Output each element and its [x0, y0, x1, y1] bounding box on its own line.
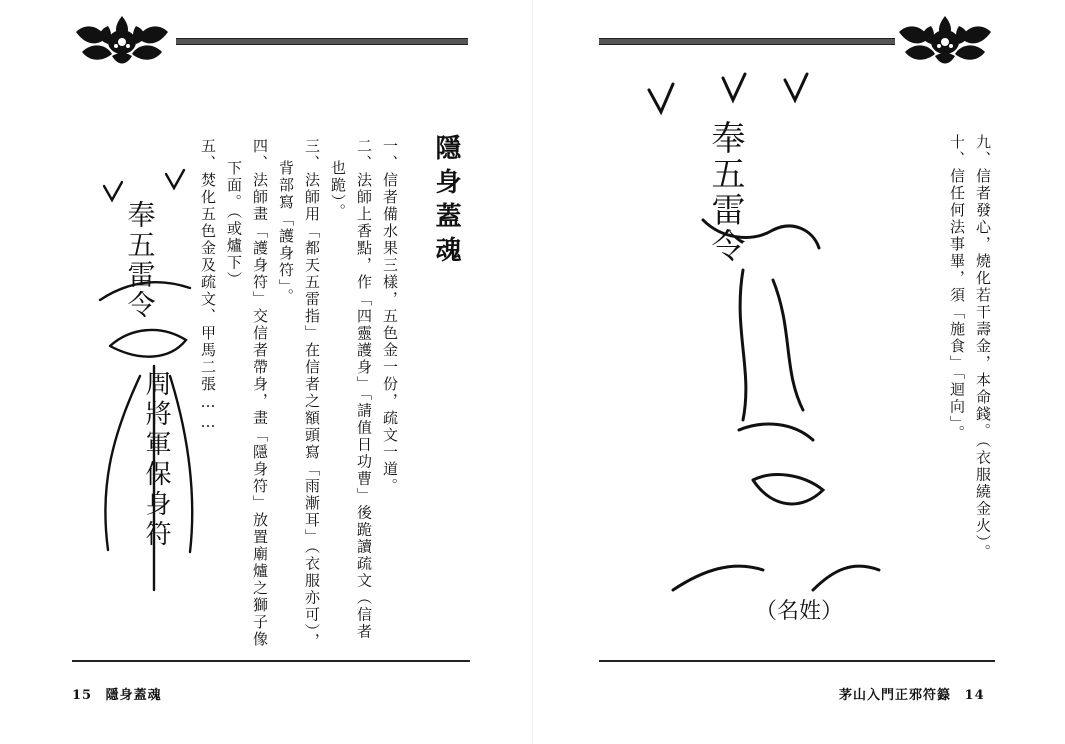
- lotus-ornament-icon: [895, 12, 995, 68]
- talisman-side-text: （名姓）: [755, 599, 844, 624]
- talisman-drawing: [70, 160, 210, 630]
- text-line: 下面。（或爐下）: [225, 160, 243, 289]
- text-line: 二、法師上香點，作「四靈護身」「請值日功曹」後跪讀疏文（信者: [355, 138, 373, 641]
- page-footer: [72, 684, 162, 703]
- left-page: [0, 0, 532, 744]
- footer-label: 隱身蓋魂: [105, 688, 162, 703]
- text-line: 四、法師畫「護身符」交信者帶身，畫「隱身符」放置廟爐之獅子像: [251, 138, 269, 648]
- page-number: 14: [964, 688, 985, 703]
- text-line: 一、信者備水果三樣，五色金一份，疏文一道。: [381, 138, 399, 495]
- text-line: 十、信任何法事畢，須「施食」「迴向」。: [948, 134, 966, 442]
- text-line: 也跪）。: [329, 160, 347, 221]
- header-rule: [599, 38, 895, 45]
- page-number: 15: [72, 688, 93, 703]
- talisman-top-text: 奉五雷令: [123, 200, 157, 320]
- talisman-drawing: [643, 70, 893, 630]
- lotus-ornament-icon: [72, 12, 172, 68]
- text-line: 五、焚化五色金及疏文、甲馬二張……: [199, 138, 217, 433]
- footer-rule: [599, 660, 995, 662]
- page-title: 隱身蓋魂: [431, 134, 461, 270]
- footer-label: 茅山入門正邪符籙: [839, 688, 952, 703]
- footer-rule: [72, 660, 470, 662]
- text-line: 九、信者發心，燒化若干壽金，本命錢。（衣服繞金火）。: [974, 134, 992, 561]
- text-line: 三、法師用「都天五雷指」在信者之額頭寫「雨漸耳」（衣服亦可），: [303, 138, 321, 650]
- text-line: 背部寫「護身符」。: [277, 160, 295, 306]
- page-footer: [839, 684, 985, 703]
- header-rule: [176, 38, 468, 45]
- talisman-top-text: 奉五雷令: [705, 120, 745, 264]
- talisman-body-text: 周將軍保身符: [141, 370, 171, 550]
- right-page: [533, 0, 1065, 744]
